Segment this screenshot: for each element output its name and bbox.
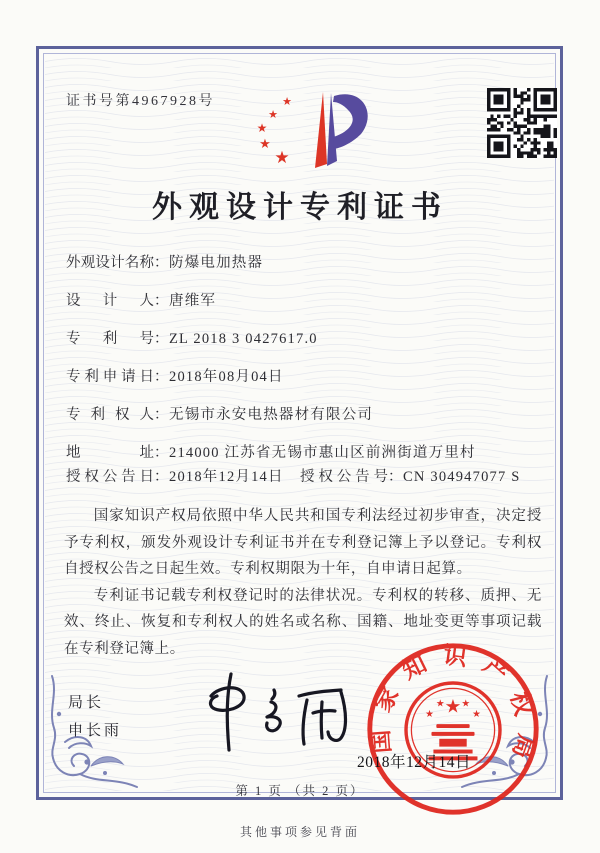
qr-code [487,88,557,158]
svg-text:★: ★ [472,709,481,721]
field-colon: ： [154,255,169,271]
field-row-patentee [66,404,552,426]
field-label: 专利号 [66,331,154,347]
svg-text:★: ★ [444,696,462,718]
field-value: 2018年08月04日 [169,369,284,385]
field-colon: ： [154,293,169,309]
svg-text:★: ★ [282,95,292,108]
field-label: 授权公告号 [300,469,388,485]
field-row-address [66,442,552,464]
field-row-designer [66,290,552,312]
seal-date: 2018年12月14日 [357,754,472,771]
page-indicator: 第 1 页 （共 2 页） [235,784,365,798]
svg-text:★: ★ [259,137,271,152]
back-note: 其他事项参见背面 [239,825,360,839]
logo-p-icon [315,92,368,168]
field-row-design-name [66,252,552,274]
svg-text:★: ★ [268,108,278,121]
field-row-patent-number [66,328,552,350]
director-title: 局长 [68,695,105,711]
svg-text:★: ★ [274,148,290,168]
director-name: 申长雨 [68,722,123,739]
field-row-application-date [66,366,552,388]
certificate-number: 证书号第4967928号 [66,94,215,109]
field-colon: ： [154,445,169,461]
field-row-grant [66,466,552,488]
cnipa-logo-icon [237,84,383,180]
grant-date [66,466,300,488]
certificate-fields [66,252,552,504]
field-value: 2018年12月14日 [169,469,284,485]
field-label: 地址 [66,445,154,461]
certificate-title: 外观设计专利证书 [152,191,448,224]
field-value: CN 304947077 S [403,469,521,485]
field-value: 防爆电加热器 [169,255,264,271]
svg-text:★: ★ [256,121,268,135]
seal-text: 国家知识产权局 [367,642,540,776]
field-colon: ： [388,469,403,485]
field-label: 专利申请日 [66,369,154,385]
svg-text:★: ★ [435,698,445,710]
svg-text:★: ★ [425,709,434,721]
field-label: 专利权人 [66,407,154,423]
certificate-paragraph-1: 国家知识产权局依照中华人民共和国专利法经过初步审查，决定授予专利权，颁发外观设计专利证书并在专利登记簿上予以登记。专利权自授权公告之日起生效。专利权期限为十年，自申请日起算。 [64,508,542,577]
field-colon: ： [154,369,169,385]
field-colon: ： [154,469,169,485]
director-signature [195,666,360,756]
field-colon: ： [154,407,169,423]
field-label: 授权公告日 [66,469,154,485]
field-value: 无锡市永安电热器材有限公司 [169,407,374,423]
certificate-paragraph-2: 专利证书记载专利权登记时的法律状况。专利权的转移、质押、无效、终止、恢复和专利权人的姓名或名称、国籍、地址变更等事项记载在专利登记簿上。 [64,587,542,657]
field-value: ZL 2018 3 0427617.0 [169,331,318,347]
field-colon: ： [154,331,169,347]
logo-stars-icon [257,95,292,168]
field-value: 唐维军 [169,293,217,309]
field-label: 外观设计名称 [66,255,154,271]
grant-number [300,466,521,488]
director-block [68,690,122,745]
svg-text:★: ★ [461,698,471,710]
field-label: 设计人 [66,293,154,309]
field-value: 214000 江苏省无锡市惠山区前洲街道万里村 [169,445,476,461]
